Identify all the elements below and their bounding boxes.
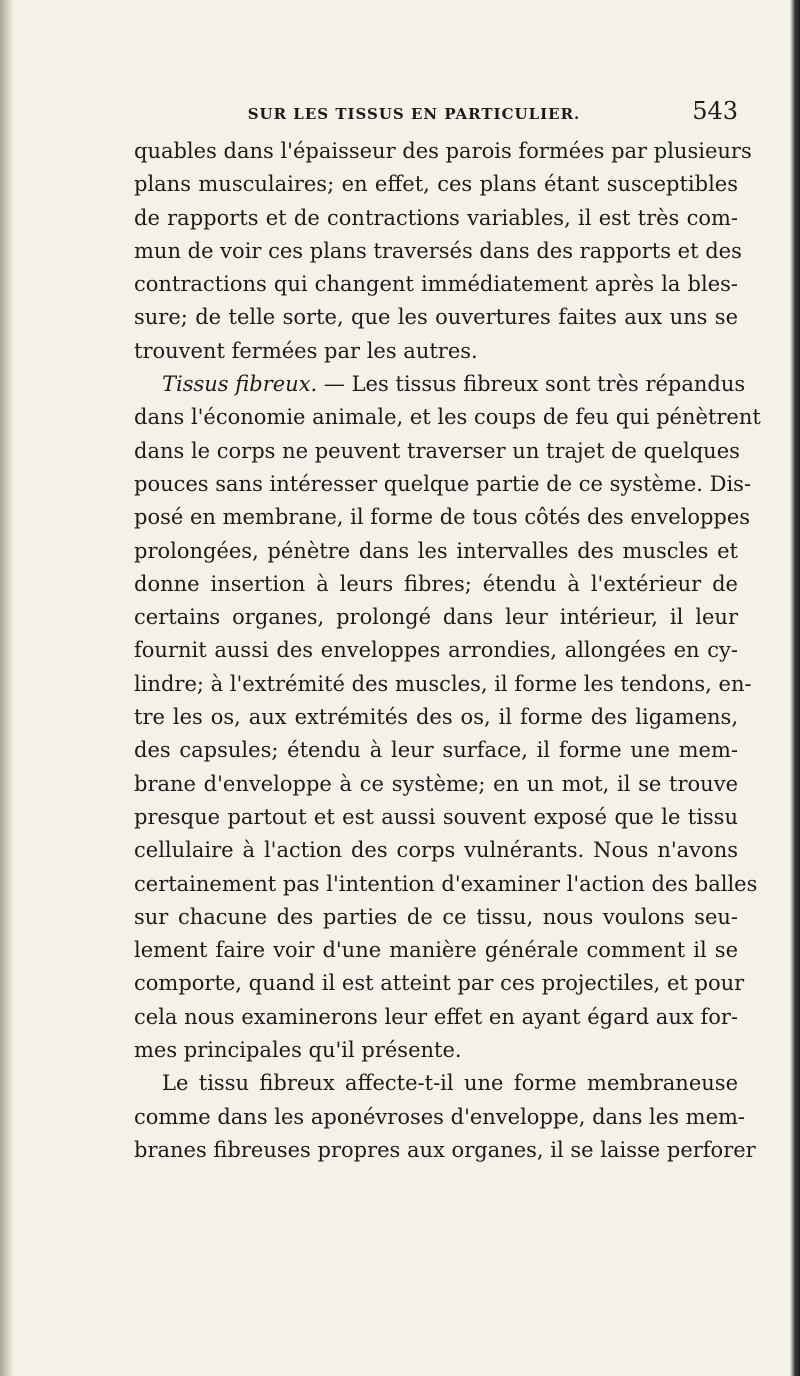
text-line: posé en membrane, il forme de tous côtés des enveloppes bbox=[134, 505, 751, 530]
text-line: comporte, quand il est atteint par ces projectiles, et pour bbox=[134, 971, 745, 996]
text-line: quables dans l'épaisseur des parois formées par plusieurs bbox=[134, 139, 752, 163]
text-line: trouvent fermées par les autres. bbox=[134, 338, 478, 363]
page-edge-right bbox=[790, 0, 800, 1376]
text-line: prolongées, pénètre dans les intervalles des muscles et bbox=[134, 538, 738, 563]
section-line bbox=[134, 368, 746, 401]
text-line: cellulaire à l'action des corps vulnérants. Nous n'avons bbox=[134, 838, 738, 863]
text-line: lindre; à l'extrémité des muscles, il forme les tendons, en- bbox=[134, 671, 752, 696]
text-line: cela nous examinerons leur effet en ayant égard aux for- bbox=[134, 1004, 738, 1029]
text-line: sure; de telle sorte, que les ouvertures faites aux uns se bbox=[134, 305, 738, 330]
text-line: comme dans les aponévroses d'enveloppe, dans les mem- bbox=[134, 1104, 745, 1129]
page-header bbox=[134, 95, 738, 135]
section-line-text: — Les tissus fibreux sont très répandus bbox=[317, 372, 746, 397]
text-line: certainement pas l'intention d'examiner l'action des balles bbox=[134, 871, 758, 896]
text-line: brane d'enveloppe à ce système; en un mot, il se trouve bbox=[134, 771, 738, 796]
body-text bbox=[134, 135, 761, 1167]
text-line: de rapports et de contractions variables, il est très com- bbox=[134, 205, 738, 230]
text-line: branes fibreuses propres aux organes, il se laisse perforer bbox=[134, 1137, 756, 1162]
page-number: 543 bbox=[692, 97, 738, 125]
text-line: mun de voir ces plans traversés dans des rapports et des bbox=[134, 238, 742, 263]
page-edge-left bbox=[0, 0, 14, 1376]
section-heading: Tissus fibreux. bbox=[162, 372, 318, 397]
text-line: donne insertion à leurs fibres; étendu à l'extérieur de bbox=[134, 571, 738, 596]
running-head: SUR LES TISSUS EN PARTICULIER. bbox=[247, 105, 581, 123]
text-line: mes principales qu'il présente. bbox=[134, 1038, 462, 1063]
text-line: dans le corps ne peuvent traverser un trajet de quelques bbox=[134, 438, 740, 463]
text-line: pouces sans intéresser quelque partie de ce système. Dis- bbox=[134, 471, 752, 496]
text-line: tre les os, aux extrémités des os, il forme des ligamens, bbox=[134, 705, 738, 730]
text-line: contractions qui changent immédiatement après la bles- bbox=[134, 272, 738, 297]
text-line: plans musculaires; en effet, ces plans étant susceptibles bbox=[134, 172, 738, 197]
text-line: lement faire voir d'une manière générale comment il se bbox=[134, 938, 738, 963]
text-line: dans l'économie animale, et les coups de feu qui pénètrent bbox=[134, 405, 761, 430]
text-line: certains organes, prolongé dans leur intérieur, il leur bbox=[134, 605, 738, 630]
book-page bbox=[134, 95, 761, 1167]
text-line: des capsules; étendu à leur surface, il forme une mem- bbox=[134, 738, 738, 763]
text-line: fournit aussi des enveloppes arrondies, allongées en cy- bbox=[134, 638, 738, 663]
text-line: sur chacune des parties de ce tissu, nous voulons seu- bbox=[134, 904, 738, 929]
text-line: presque partout et est aussi souvent exposé que le tissu bbox=[134, 804, 738, 829]
text-line: Le tissu fibreux affecte-t-il une forme membraneuse bbox=[162, 1071, 738, 1096]
